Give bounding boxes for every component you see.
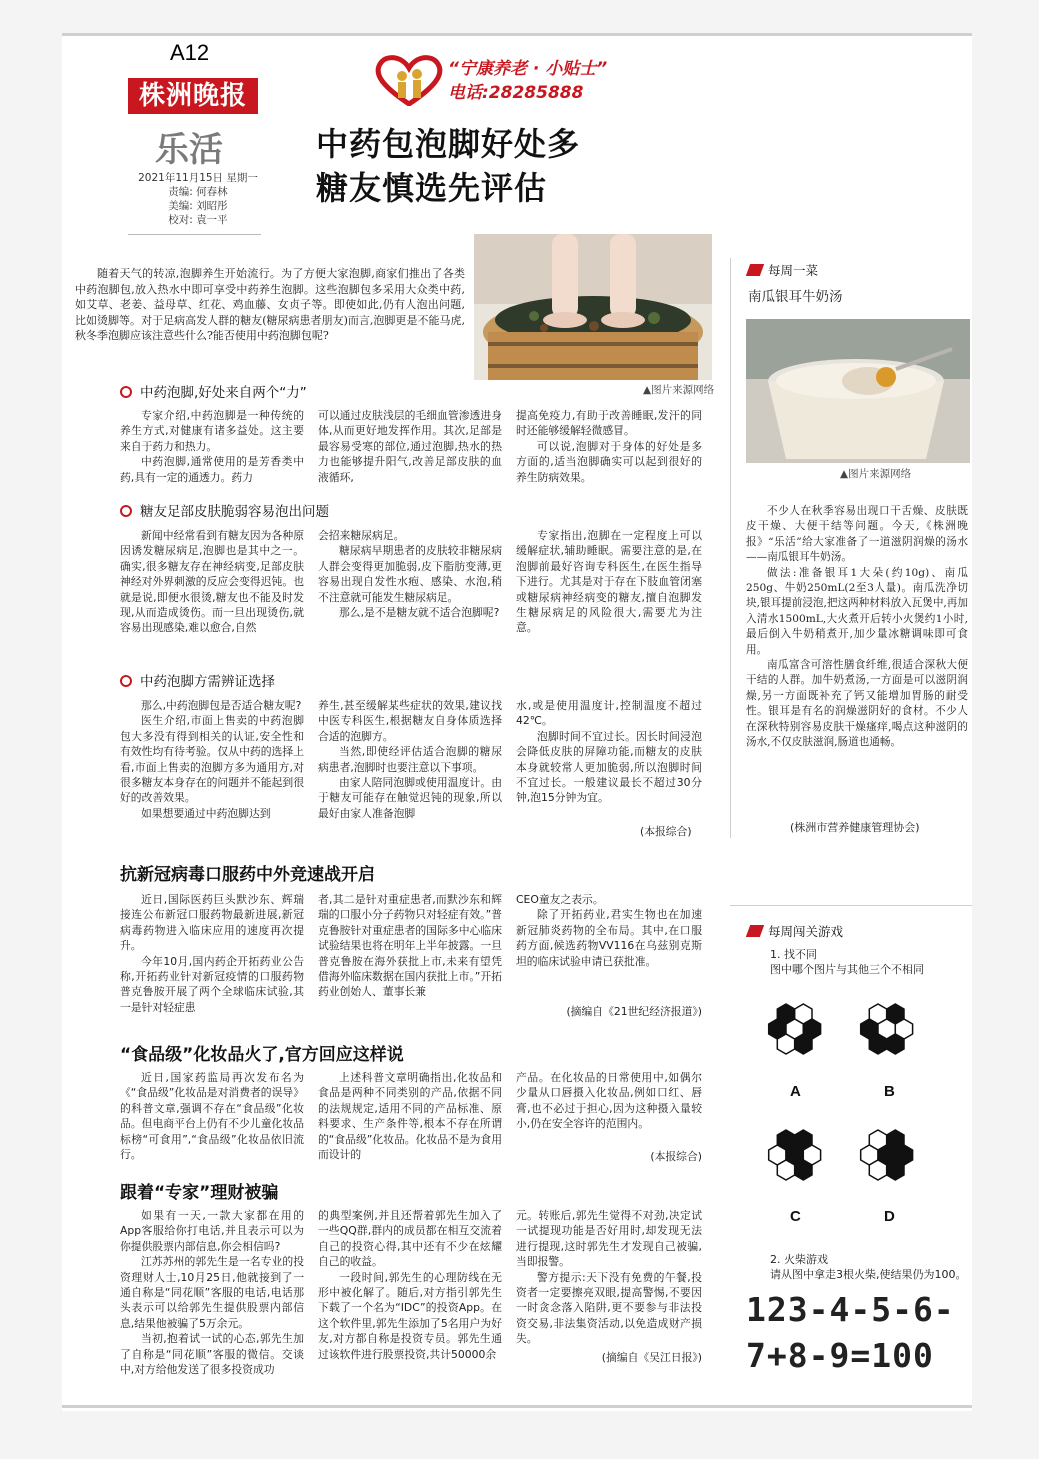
- banner-slogan: “宁康养老 · 小贴士”: [448, 59, 608, 79]
- s3-column-1: 那么,中药泡脚包是否适合糖友呢? 医生介绍,市面上售卖的中药泡脚包大多没有得到相关的认证,安全性和有效性均有待考验。仅从中药的选择上看,市面上售卖的泡脚方多为通用方,对很多糖友本身存在的问题并不能起到很好的改善效果。 如果想要通过中药泡脚达到: [120, 699, 304, 820]
- hexagon-cell: [777, 1160, 794, 1180]
- a3-column-1: 近日,国家药监局再次发布名为《“食品级”化妆品是对消费者的误导》的科普文章,强调不存在“食品级”化妆品。但电商平台上仍有不少儿童化妆品标榜“可食用”,“食品级”化妆品依旧流行。: [120, 1071, 304, 1162]
- circle-bullet-icon: [120, 505, 132, 517]
- paper-logo: 株洲晚报: [128, 78, 258, 114]
- page-number: A12: [170, 40, 210, 65]
- a2-source: (摘编自《21世纪经济报道》): [566, 1005, 702, 1018]
- subhead-1: 中药泡脚,好处来自两个“力”: [120, 381, 307, 401]
- recipe-source: (株洲市营养健康管理协会): [790, 821, 920, 834]
- article3-title: “食品级”化妆品火了,官方回应这样说: [120, 1045, 404, 1065]
- article2-title: 抗新冠病毒口服药中外竞速战开启: [120, 865, 375, 885]
- sidebar-divider: [730, 258, 731, 838]
- subhead-3: 中药泡脚方需辨证选择: [120, 670, 275, 690]
- hexagon-cell: [869, 1160, 886, 1180]
- game-tag: 每周闯关游戏: [748, 922, 843, 940]
- heart-logo-icon: [372, 54, 446, 106]
- meta-divider: [128, 234, 261, 235]
- article4-title: 跟着“专家”理财被骗: [120, 1183, 279, 1203]
- recipe-tag: 每周一菜: [748, 261, 818, 279]
- red-tag-icon: [746, 925, 764, 937]
- hexagon-cell: [887, 1160, 904, 1180]
- sidebar-section-divider: [730, 905, 972, 906]
- photo-credit: ▲图片来源网络: [643, 384, 715, 396]
- foot-soak-photo: [474, 234, 712, 380]
- circle-bullet-icon: [120, 386, 132, 398]
- subhead-2: 糖友足部皮肤脆弱容易泡出问题: [120, 500, 329, 520]
- hexagon-cell: [887, 1034, 904, 1054]
- s3-column-2: 养生,甚至缓解某些症状的效果,建议找中医专科医生,根据糖友自身体质选择合适的泡脚方。 当然,即使经评估适合泡脚的糖尿病患者,泡脚时也要注意以下事项。 由家人陪同泡脚或使用温度计。由于糖友可能存在触觉迟钝的现象,所以最好由家人准备泡脚: [318, 699, 502, 820]
- recipe-name: 南瓜银耳牛奶汤: [748, 289, 843, 305]
- option-b: B: [884, 1083, 895, 1100]
- s2-column-2: 会招来糖尿病足。 糖尿病早期患者的皮肤较非糖尿病人群会变得更加脆弱,皮下脂肪变薄,更容易出现自发性水疱、感染、水泡,稍不注意就可能发生糖尿病足。 那么,是不是糖友就不适合泡脚呢?: [318, 529, 502, 620]
- a4-column-3: 元。转账后,郭先生觉得不对劲,决定试一试提现功能是否好用时,却发现无法进行提现,这时郭先生才发现自己被骗,当即报警。 警方提示:天下没有免费的午餐,投资者一定要擦亮双眼,提高警惕,不要因一时贪念落入陷阱,更不要参与非法投资交易,非法集资活动,以免造成财产损失。: [516, 1209, 702, 1346]
- matchstick-line-2: 7+8-9=100: [746, 1336, 934, 1375]
- s2-column-3: 专家指出,泡脚在一定程度上可以缓解症状,辅助睡眠。需要注意的是,在泡脚前最好咨询专科医生,在医生指导下进行。尤其是对于存在下肢血管闭塞或糖尿病神经病变的糖友,擅自泡脚发生糖尿病足的风险很大,需要尤为注意。: [516, 529, 702, 635]
- bottom-rule: [62, 1405, 972, 1408]
- main-source: (本报综合): [640, 825, 692, 838]
- top-rule: [62, 33, 972, 36]
- a4-column-1: 如果有一天,一款大家都在用的App客服给你打电话,并且表示可以为你提供股票内部信息,你会相信吗? 江苏苏州的郭先生是一名专业的投资理财人士,10月25日,他就接到了一通自称是“同花顺”客服的电话,电话那头表示可以给郭先生提供股票内部信息,结果他被骗了5万余元。 当初,抱着试一试的心态,郭先生加了自称是“同花顺”客服的微信。交谈中,对方给他发送了很多投资成功: [120, 1209, 304, 1377]
- proofreader: 校对: 袁一平: [168, 214, 228, 226]
- s3-column-3: 水,或是使用温度计,控制温度不超过42℃。 泡脚时间不宜过长。因长时间浸泡会降低皮肤的屏障功能,而糖友的皮肤本身就较常人更加脆弱,所以泡脚时间不宜过长。一般建议最长不超过30分钟,泡15分钟为宜。: [516, 699, 702, 805]
- red-tag-icon: [746, 264, 764, 276]
- s1-column-2: 可以通过皮肤浅层的毛细血管渗透进身体,从而更好地发挥作用。其次,足部是最容易受寒的部位,通过泡脚,热水的热力也能够提升阳气,改善足部皮肤的血液循环,: [318, 409, 502, 484]
- headline-line-1: 中药包泡脚好处多: [316, 125, 581, 163]
- recipe-photo-credit: ▲图片来源网络: [840, 468, 912, 480]
- a3-column-3: 产品。在化妆品的日常使用中,如偶尔少量从口唇摄入化妆品,例如口红、唇膏,也不必过于担心,因为这种摄入量较小,仍在安全容许的范围内。: [516, 1071, 702, 1131]
- option-c: C: [790, 1208, 801, 1225]
- issue-meta: [128, 171, 268, 227]
- a3-column-2: 上述科普文章明确指出,化妆品和食品是两种不同类别的产品,依据不同的法规规定,适用不同的产品标准、原料要求、生产条件等,根本不存在所谓的“食品级”化妆品。化妆品不是为食用而设计的: [318, 1071, 502, 1162]
- a2-column-1: 近日,国际医药巨头默沙东、辉瑞接连公布新冠口服药物最新进展,新冠病毒药物进入临床应用的速度再次提升。 今年10月,国内药企开拓药业公告称,开拓药业针对新冠疫情的口服药物普克鲁胺开展了两个全球临床试验,其一是针对轻症患: [120, 893, 304, 1014]
- s1-column-3: 提高免疫力,有助于改善睡眠,发汗的同时还能够缓解轻微感冒。 可以说,泡脚对于身体的好处是多方面的,适当泡脚确实可以起到很好的养生防病效果。: [516, 409, 702, 484]
- hexagon-cell: [869, 1034, 886, 1054]
- circle-bullet-icon: [120, 675, 132, 687]
- a4-source: (摘编自《吴江日报》): [601, 1351, 702, 1364]
- game1-desc: 图中哪个图片与其他三个不相同: [770, 963, 924, 976]
- option-a: A: [790, 1083, 801, 1100]
- banner-phone: 电话:28285888: [448, 83, 584, 103]
- a2-column-2: 者,其二是针对重症患者,而默沙东和辉瑞的口服小分子药物只对轻症有效。”普克鲁胺针对重症患者的国际多中心临床试验结果也将在明年上半年披露。一旦普克鲁胺在海外获批上市,未来有望凭借海外临床数据在国内获批上市。”开拓药业创始人、董事长兼: [318, 893, 502, 999]
- recipe-text: 不少人在秋季容易出现口干舌燥、皮肤既皮干燥、大便干结等问题。今天,《株洲晚报》“乐活”给大家准备了一道滋阴润燥的汤水——南瓜银耳牛奶汤。 做法:准备银耳1大朵(约10g)、南瓜250g、牛奶250mL(2至3人量)。南瓜洗净切块,银耳提前浸泡,把这两种材料放入瓦煲中,再加入清水1500mL,大火煮开后转小火煲约1小时,最后倒入牛奶稍煮开,加少量冰糖调味即可食用。 南瓜富含可溶性膳食纤维,很适合深秋大便干结的人群。加牛奶煮汤,一方面是可以滋阴润燥,另一方面既补充了钙又能增加胃肠的耐受性。银耳是有名的润燥滋阴好的食材。不少人在深秋特别容易皮肤干燥瘙痒,喝点这种滋阴的汤水,不仅皮肤滋润,肠道也通畅。: [746, 505, 968, 749]
- hexagon-puzzle: [756, 992, 956, 1232]
- hexagon-cell: [795, 1034, 812, 1054]
- game1-title: 1. 找不同: [770, 948, 817, 961]
- option-d: D: [884, 1208, 895, 1225]
- a3-source: (本报综合): [650, 1150, 702, 1163]
- headline-line-2: 糖友慎选先评估: [316, 169, 548, 207]
- issue-date: 2021年11月15日 星期一: [138, 172, 258, 184]
- game2-title: 2. 火柴游戏: [770, 1253, 828, 1266]
- s1-column-1: 专家介绍,中药泡脚是一种传统的养生方式,对健康有诸多益处。这主要来自于药力和热力。 中药泡脚,通常使用的是芳香类中药,具有一定的通透力。药力: [120, 409, 304, 484]
- a2-column-3: CEO童友之表示。 除了开拓药业,君实生物也在加速新冠肺炎药物的全布局。其中,在口服药方面,候选药物VV116在乌兹别克斯坦的临床试验申请已获批准。: [516, 893, 702, 968]
- designer: 美编: 刘昭彤: [168, 200, 228, 212]
- editor: 责编: 何春林: [168, 186, 228, 198]
- lead-paragraph: 随着天气的转凉,泡脚养生开始流行。为了方便大家泡脚,商家们推出了各类中药泡脚包,放入热水中即可享受中药养生泡脚。这些泡脚包多采用大众类中药,如艾草、老姜、益母草、红花、鸡血藤、女贞子等。即使如此,仍有人泡出问题,比如烫脚等。对于足病高发人群的糖友(糖尿病患者朋友)而言,泡脚更是不能马虎,秋冬季泡脚应该注意些什么?能否使用中药泡脚包呢?: [75, 267, 465, 343]
- main-headline: [316, 122, 580, 210]
- hexagon-cell: [795, 1160, 812, 1180]
- s2-column-1: 新闻中经常看到有糖友因为各种原因诱发糖尿病足,泡脚也是其中之一。确实,很多糖友存在神经病变,足部皮肤神经对外界刺激的反应会变得迟钝。也就是说,即便水很烫,糖友也不能及时发现,从而造成烫伤。而一旦出现烫伤,就容易出现感染,难以愈合,自然: [120, 529, 304, 635]
- hexagon-cell: [777, 1034, 794, 1054]
- section-title: 乐活: [155, 130, 223, 170]
- soup-photo: [746, 319, 970, 463]
- a4-column-2: 的典型案例,并且还帮着郭先生加入了一些QQ群,群内的成员都在相互交流着自己的投资心得,其中还有不少在炫耀自己的收益。 一段时间,郭先生的心理防线在无形中被化解了。随后,对方指引郭先生下载了一个名为“IDC”的投资App。在这个软件里,郭先生添加了5名用户为好友,对方都自称是投资专员。郭先生通过该软件进行股票投资,共计50000余: [318, 1209, 502, 1361]
- game2-desc: 请从图中拿走3根火柴,使结果仍为100。: [770, 1268, 967, 1281]
- matchstick-line-1: 123-4-5-6-: [746, 1290, 955, 1329]
